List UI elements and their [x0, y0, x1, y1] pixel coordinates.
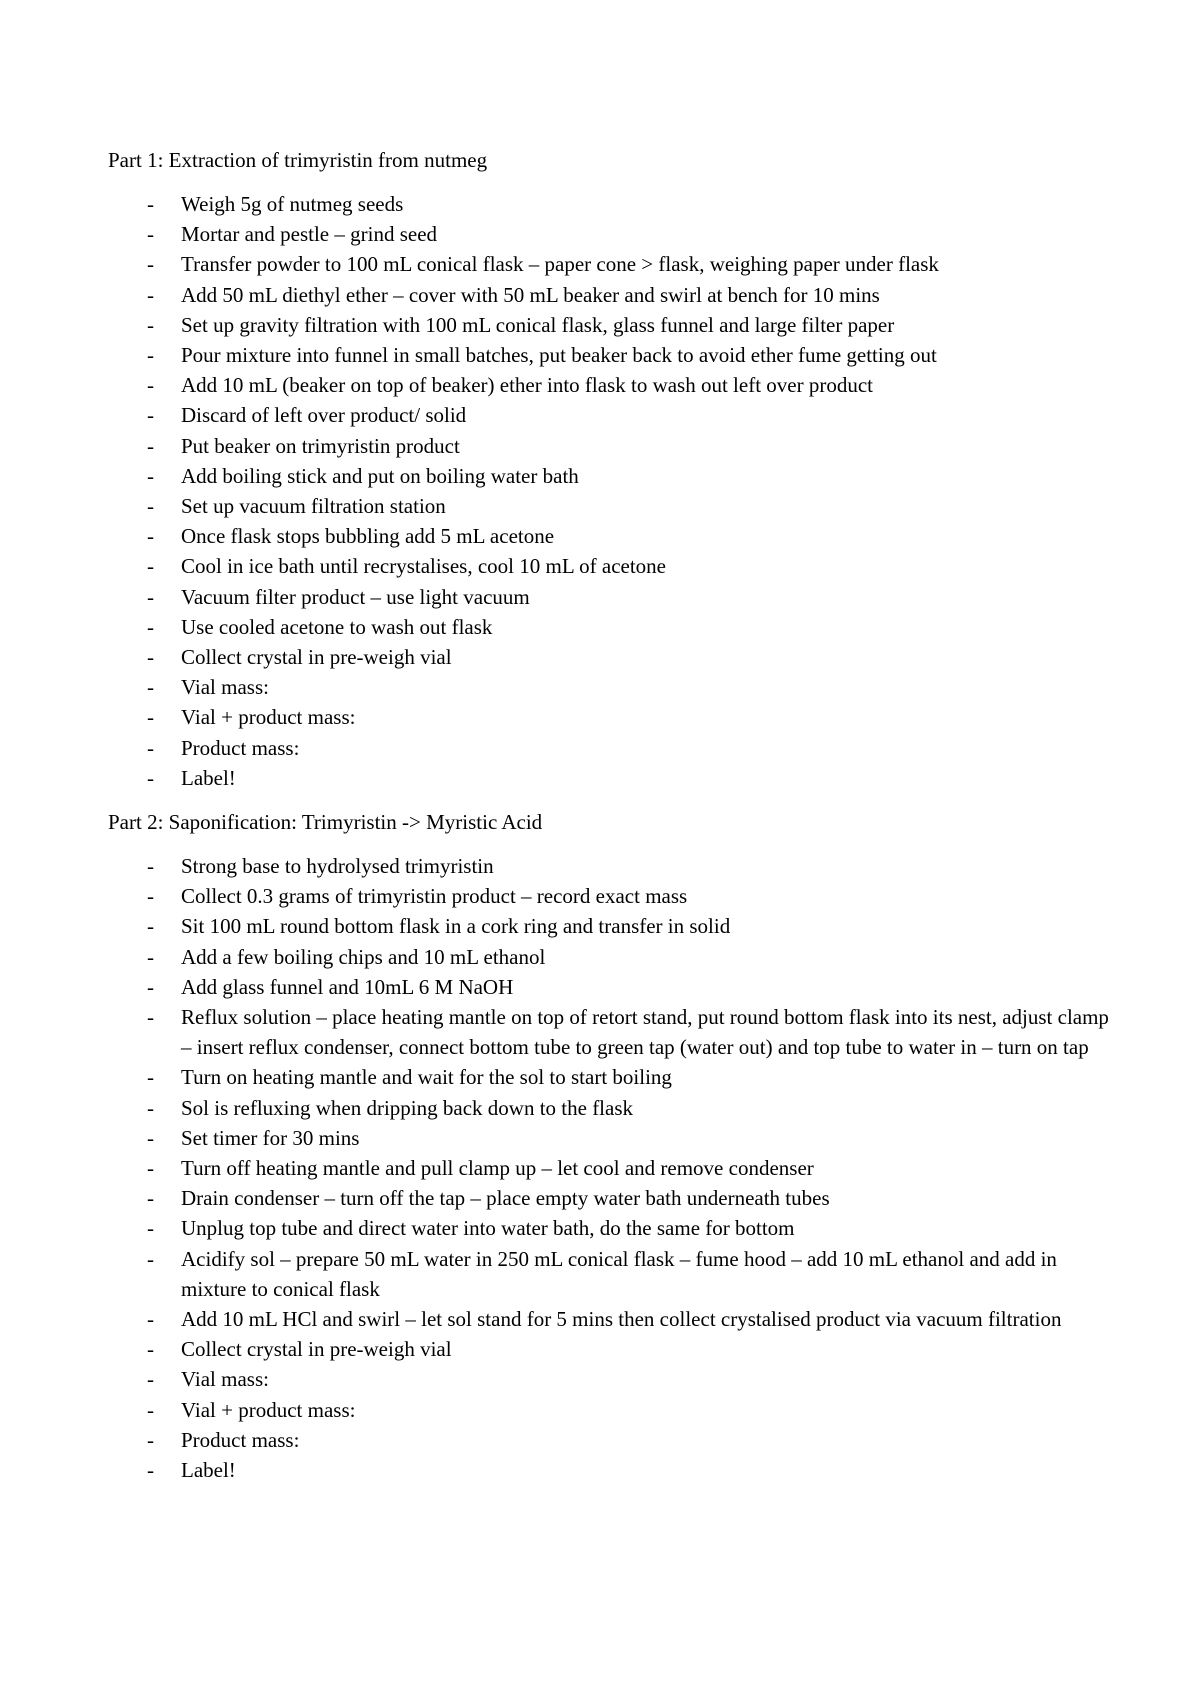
list-item	[108, 1183, 1118, 1213]
list-item	[108, 1364, 1118, 1394]
list-item-text: Label!	[181, 765, 236, 790]
bullet-dash: -	[147, 1397, 154, 1422]
bullet-dash: -	[147, 1367, 154, 1392]
list-item-text: Add 10 mL HCl and swirl – let sol stand for 5 mins then collect crystalised product via vacuum filtration	[181, 1307, 1062, 1332]
list-item	[108, 521, 1118, 551]
bullet-dash: -	[147, 1458, 154, 1483]
list-item-text: Once flask stops bubbling add 5 mL acetone	[181, 524, 555, 549]
bullet-dash: -	[147, 403, 154, 428]
list-item	[108, 733, 1118, 763]
list-item	[108, 881, 1118, 911]
bullet-dash: -	[147, 614, 154, 639]
list-item-text: Vacuum filter product – use light vacuum	[181, 584, 530, 609]
list-item	[108, 1334, 1118, 1364]
bullet-dash: -	[147, 854, 154, 878]
bullet-dash: -	[147, 1186, 154, 1211]
bullet-dash: -	[147, 1125, 154, 1150]
section-heading: Part 2: Saponification: Trimyristin -> Myristic Acid	[108, 810, 543, 834]
list-item	[108, 763, 1118, 793]
list-item-text: Add glass funnel and 10mL 6 M NaOH	[181, 974, 514, 999]
list-item-text: Sol is refluxing when dripping back down to the flask	[181, 1095, 634, 1120]
bullet-dash: -	[147, 884, 154, 909]
list-item-text: Product mass:	[181, 1427, 300, 1452]
bullet-dash: -	[147, 645, 154, 670]
list-item	[108, 1425, 1118, 1455]
list-item-text: Product mass:	[181, 735, 300, 760]
bullet-dash: -	[147, 433, 154, 458]
list-item	[108, 612, 1118, 642]
bullet-dash: -	[147, 1246, 154, 1271]
list-item	[108, 431, 1118, 461]
list-item	[108, 1213, 1118, 1243]
list-item	[108, 672, 1118, 702]
list-item	[108, 370, 1118, 400]
list-item-text: Turn on heating mantle and wait for the sol to start boiling	[181, 1065, 672, 1090]
list-item-text: Vial + product mass:	[181, 1397, 356, 1422]
list-item-text: Drain condenser – turn off the tap – place empty water bath underneath tubes	[181, 1186, 830, 1211]
list-item-text: Set up vacuum filtration station	[181, 494, 446, 519]
list-item-text: Unplug top tube and direct water into water bath, do the same for bottom	[181, 1216, 795, 1241]
bullet-dash: -	[147, 944, 154, 969]
list-item	[108, 1153, 1118, 1183]
list-item	[108, 1093, 1118, 1123]
list-item	[108, 310, 1118, 340]
list-item	[108, 911, 1118, 941]
list-item	[108, 582, 1118, 612]
list-item-text: Reflux solution – place heating mantle on top of retort stand, put round bottom flask into its nest, adjust clamp – insert reflux condenser, connect bottom tube to green tap (water out) and top tube to water in – turn on tap	[181, 1005, 1109, 1060]
list-item-text: Set timer for 30 mins	[181, 1125, 360, 1150]
section-part-2	[108, 807, 1118, 1485]
list-item	[108, 491, 1118, 521]
list-item	[108, 942, 1118, 972]
bullet-dash: -	[147, 735, 154, 760]
list-item-text: Add 50 mL diethyl ether – cover with 50 mL beaker and swirl at bench for 10 mins	[181, 282, 880, 307]
list-item-text: Collect 0.3 grams of trimyristin product – record exact mass	[181, 884, 688, 909]
list-item-text: Vial + product mass:	[181, 705, 356, 730]
list-item-text: Mortar and pestle – grind seed	[181, 222, 438, 247]
list-item-text: Set up gravity filtration with 100 mL conical flask, glass funnel and large filter paper	[181, 312, 895, 337]
list-item-text: Cool in ice bath until recrystalises, cool 10 mL of acetone	[181, 554, 666, 579]
bullet-dash: -	[147, 675, 154, 700]
bullet-dash: -	[147, 312, 154, 337]
list-item-text: Add 10 mL (beaker on top of beaker) ether into flask to wash out left over product	[181, 373, 874, 398]
list-item-text: Collect crystal in pre-weigh vial	[181, 645, 452, 670]
bullet-dash: -	[147, 765, 154, 790]
bullet-dash: -	[147, 494, 154, 519]
bullet-dash: -	[147, 1095, 154, 1120]
list-item	[108, 702, 1118, 732]
bullet-dash: -	[147, 1156, 154, 1181]
bullet-dash: -	[147, 1005, 154, 1030]
list-item	[108, 189, 1118, 219]
bullet-dash: -	[147, 192, 154, 216]
list-item	[108, 1002, 1118, 1062]
list-item	[108, 1244, 1118, 1304]
list-item	[108, 461, 1118, 491]
bullet-dash: -	[147, 463, 154, 488]
bullet-dash: -	[147, 373, 154, 398]
list-item	[108, 219, 1118, 249]
list-item-text: Discard of left over product/ solid	[181, 403, 467, 428]
bullet-dash: -	[147, 974, 154, 999]
bullet-dash: -	[147, 554, 154, 579]
list-item-text: Collect crystal in pre-weigh vial	[181, 1337, 452, 1362]
list-item	[108, 972, 1118, 1002]
list-item	[108, 642, 1118, 672]
step-list	[108, 851, 1118, 1485]
bullet-dash: -	[147, 705, 154, 730]
section-heading: Part 1: Extraction of trimyristin from nutmeg	[108, 148, 488, 172]
list-item-text: Add boiling stick and put on boiling water bath	[181, 463, 579, 488]
bullet-dash: -	[147, 1337, 154, 1362]
list-item-text: Add a few boiling chips and 10 mL ethanol	[181, 944, 546, 969]
bullet-dash: -	[147, 343, 154, 368]
section-part-1	[108, 145, 1118, 793]
list-item-text: Acidify sol – prepare 50 mL water in 250 mL conical flask – fume hood – add 10 mL ethanol and add in mixture to conical flask	[181, 1246, 1057, 1301]
bullet-dash: -	[147, 1216, 154, 1241]
list-item-text: Label!	[181, 1458, 236, 1483]
list-item	[108, 280, 1118, 310]
bullet-dash: -	[147, 1427, 154, 1452]
bullet-dash: -	[147, 282, 154, 307]
list-item-text: Vial mass:	[181, 1367, 269, 1392]
list-item-text: Strong base to hydrolysed trimyristin	[181, 854, 494, 878]
bullet-dash: -	[147, 524, 154, 549]
list-item	[108, 1062, 1118, 1092]
list-item	[108, 1304, 1118, 1334]
bullet-dash: -	[147, 1307, 154, 1332]
list-item-text: Vial mass:	[181, 675, 269, 700]
list-item	[108, 1395, 1118, 1425]
bullet-dash: -	[147, 1065, 154, 1090]
list-item	[108, 1123, 1118, 1153]
bullet-dash: -	[147, 252, 154, 277]
list-item	[108, 400, 1118, 430]
bullet-dash: -	[147, 222, 154, 247]
list-item-text: Use cooled acetone to wash out flask	[181, 614, 493, 639]
step-list	[108, 189, 1118, 793]
list-item-text: Sit 100 mL round bottom flask in a cork ring and transfer in solid	[181, 914, 731, 939]
bullet-dash: -	[147, 914, 154, 939]
list-item-text: Turn off heating mantle and pull clamp up – let cool and remove condenser	[181, 1156, 814, 1181]
list-item	[108, 340, 1118, 370]
list-item-text: Weigh 5g of nutmeg seeds	[181, 192, 404, 216]
list-item	[108, 851, 1118, 881]
list-item-text: Put beaker on trimyristin product	[181, 433, 460, 458]
list-item	[108, 551, 1118, 581]
list-item-text: Pour mixture into funnel in small batches, put beaker back to avoid ether fume getting out	[181, 343, 937, 368]
list-item	[108, 249, 1118, 279]
list-item	[108, 1455, 1118, 1485]
list-item-text: Transfer powder to 100 mL conical flask – paper cone > flask, weighing paper under flask	[181, 252, 939, 277]
bullet-dash: -	[147, 584, 154, 609]
